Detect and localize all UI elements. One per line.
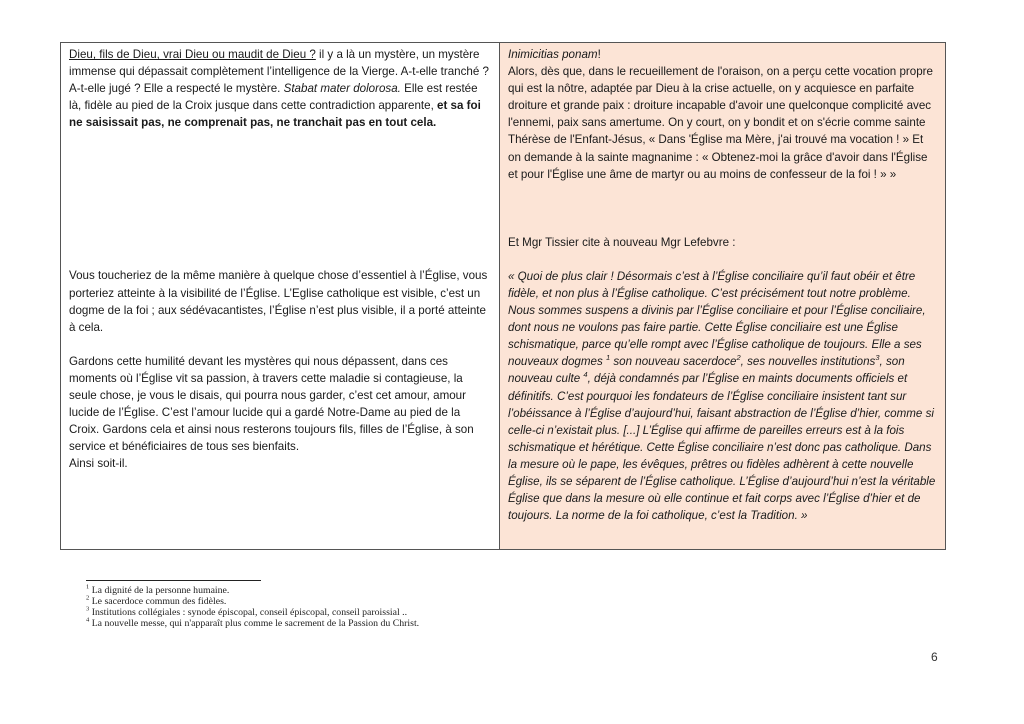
page-number: 6	[931, 650, 938, 664]
lefebvre-quote: « Quoi de plus clair ! Désormais c’est à l’Église conciliaire qu’il faut obéir et être fidèle, et non plus à l’Église catholique. C’est précisément tout notre problème. Nous sommes suspens a divinis par l’Église conciliaire et pour l’Église conciliaire, dont nous ne voulons pas faire partie. Cette Église conciliaire est une Église schismatique, parce qu’elle rompt avec l’Église catholique de toujours. Elle a ses nouveaux dogmes $^1$ son nouveau sacerdoce$^2$, ses nouvelles institutions$^3$, son nouveau culte $^4$, déjà condamnés par l’Église en maints documents officiels et définitifs. C’est pourquoi les fondateurs de l’Église conciliaire insistent tant sur l’obéissance à l’Église d’aujourd’hui, faisant abstraction de l’Église d’hier, comme si celle-ci n’existait plus. [...] L’Église qui affirme de pareilles erreurs est à la fois schismatique et hérétique. Cette Église conciliaire n’est donc pas catholique. Dans la mesure où le pape, les évêques, prêtres ou fidèles adhèrent à cette nouvelle Église, ils se séparent de l’Église catholique. L’Église d’aujourd’hui n’est la véritable Église que dans la mesure où elle continue et fait corps avec l’Église d’hier et de toujours. La norme de la foi catholique, c’est la Tradition. »	[508, 269, 936, 523]
right-paragraph-1: Inimicitias ponam!	[508, 48, 601, 61]
footnote-ref-4: 4	[583, 370, 588, 380]
left-paragraph-3: Gardons cette humilité devant les mystères qui nous dépassent, dans ces moments où l’Église vit sa passion, à travers cette maladie si contagieuse, la seule chose, je vous le disais, qui pourra nous garder, c’est cet amour, amour lucide de l’Église. C’est l’amour lucide qui a gardé Notre-Dame au pied de la Croix. Gardons cela et ainsi nous resterons toujours fils, filles de l’Église, à son service et bénéficiaires de tous ses bienfaits.	[69, 354, 474, 454]
left-column	[61, 43, 500, 549]
right-paragraph-2: Alors, dès que, dans le recueillement de l'oraison, on a perçu cette vocation propre qui est la nôtre, adaptée par Dieu à la crise actuelle, on y acquiesce en parfaite droiture et grande paix : droiture incapable d'avoir une quelconque complicité avec l'ennemi, paix sans amertume. On y court, on y bondit et on s'écrie comme sainte Thérèse de l'Enfant-Jésus, « Dans 'Église ma Mère, j'ai trouvé ma vocation ! » Et on demande à la sainte magnanime : « Obtenez-moi la grâce d'avoir dans l'Église et pour l'Église une âme de martyr ou au moins de confesseur de la foi ! » »	[508, 65, 933, 181]
left-paragraph-1: Dieu, fils de Dieu, vrai Dieu ou maudit de Dieu ? il y a là un mystère, un mystère immense qui dépassait complètement l’intelligence de la Vierge. A-t-elle tranché ? A-t-elle jugé ? Elle a respecté le mystère. Stabat mater dolorosa. Elle est restée là, fidèle au pied de la Croix jusque dans cette contradiction apparente, et sa foi ne saisissait pas, ne comprenait pas, ne tranchait pas en tout cela.	[69, 48, 489, 130]
footnote-ref-2: 2	[736, 353, 741, 363]
footnote-4: $^4$ La nouvelle messe, qui n'apparaît plus comme le sacrement de la Passion du Christ.	[86, 616, 420, 629]
right-paragraph-3: Et Mgr Tissier cite à nouveau Mgr Lefebvre :	[508, 235, 736, 249]
footnote-ref-1: 1	[605, 353, 611, 363]
footnotes	[86, 585, 419, 629]
footnote-1: $^1$ La dignité de la personne humaine.	[86, 583, 230, 596]
bold-statement: et sa foi ne saisissait pas, ne comprenait pas, ne tranchait pas en tout cela.	[69, 99, 481, 130]
left-paragraph-2: Vous toucheriez de la même manière à quelque chose d’essentiel à l’Église, vous porteriez atteinte à la visibilité de l’Église. L’Eglise catholique est visible, c’est un dogme de la foi ; aux sédévacantistes, l’Église n’est plus visible, il a porté atteinte à cela.	[69, 269, 488, 334]
underlined-question: Dieu, fils de Dieu, vrai Dieu ou maudit de Dieu ?	[69, 48, 316, 61]
footnote-2: $^2$ Le sacerdoce commun des fidèles.	[86, 594, 227, 607]
footnote-3: $^3$ Institutions collégiales : synode épiscopal, conseil épiscopal, conseil paroissial ..	[86, 605, 408, 618]
right-column	[500, 43, 945, 549]
content-table	[60, 42, 946, 550]
footnote-ref-3: 3	[875, 353, 880, 363]
footnote-separator	[86, 580, 261, 581]
stabat-mater: Stabat mater dolorosa.	[283, 82, 401, 96]
left-paragraph-4: Ainsi soit-il.	[69, 457, 128, 471]
